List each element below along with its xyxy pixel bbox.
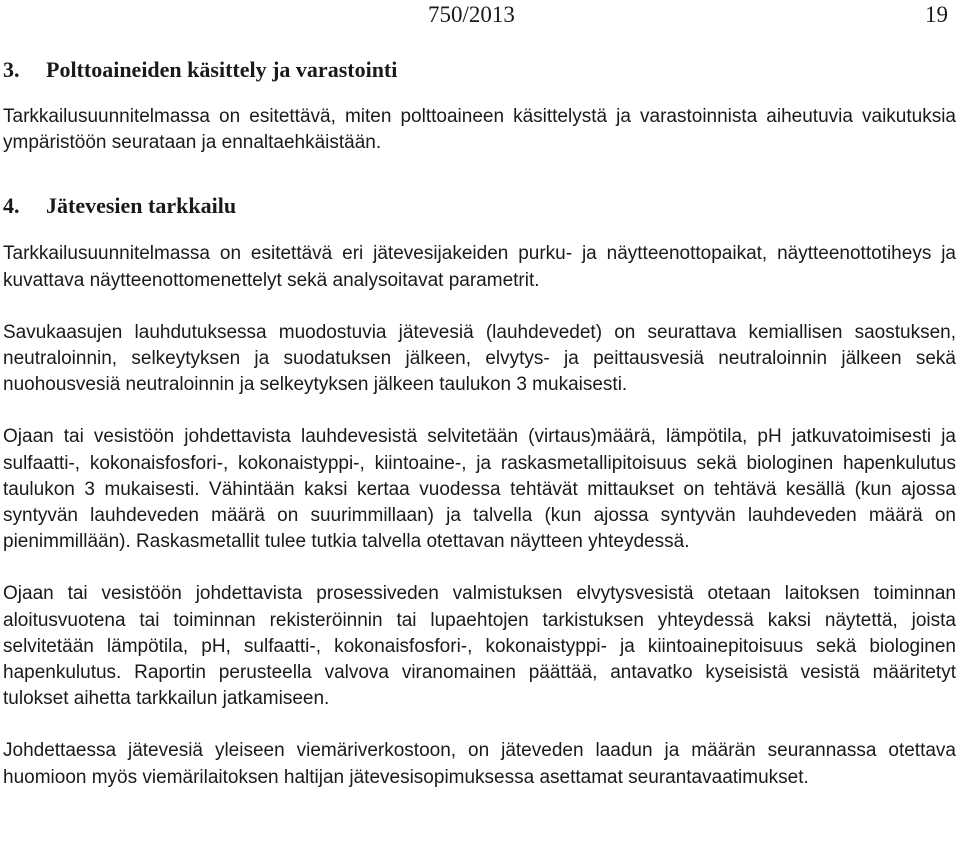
section-3-heading [3,57,956,83]
section-4-paragraph-5: Johdettaessa jätevesiä yleiseen viemäriverkostoon, on jäteveden laadun ja määrän seurannassa otettava huomioon myös viemärilaitoksen haltijan jätevesisopimuksessa asettamat seurantavaatimukset. [3,740,956,788]
page-body [3,57,956,791]
section-4-paragraph-3: Ojaan tai vesistöön johdettavista lauhdevesistä selvitetään (virtaus)määrä, lämpötila, pH jatkuvatoimisesti ja sulfaatti-, kokonaisfosfori-, kokonaistyppi-, kiintoaine-, ja raskasmetallipitoisuus sekä biologinen hapenkulutus taulukon 3 mukaisesti. Vähintään kaksi kertaa vuodessa tehtävät mittaukset on tehtävä kesällä (kun ajossa syntyvän lauhdeveden määrä on suurimmillaan) ja talvella (kun ajossa syntyvän lauhdeveden määrä on pienimmillään). Raskasmetallit tulee tutkia talvella otettavan näytteen yhteydessä. [3,426,956,553]
section-3-title: Polttoaineiden käsittely ja varastointi [46,57,398,82]
section-4-number: 4. [3,193,20,219]
section-4-paragraph-2: Savukaasujen lauhdutuksessa muodostuvia jätevesiä (lauhdevedet) on seurattava kemiallisen saostuksen, neutraloinnin, selkeytyksen ja suodatuksen jälkeen, elvytys- ja peittausvesiä neutraloinnin jälkeen sekä nuohousvesiä neutraloinnin ja selkeytyksen jälkeen taulukon 3 mukaisesti. [3,321,956,396]
section-4-title: Jätevesien tarkkailu [46,193,237,219]
page-number: 19 [925,2,948,27]
section-3-paragraph-1: Tarkkailusuunnitelmassa on esitettävä, miten polttoaineen käsittelystä ja varastoinnista aiheutuvia vaikutuksia ympäristöön seurataan ja ennaltaehkäistään. [3,106,956,154]
section-3-number: 3. [3,57,20,82]
section-4-heading [3,193,956,219]
document-number: 750/2013 [428,2,515,27]
section-4-paragraph-1: Tarkkailusuunnitelmassa on esitettävä eri jätevesijakeiden purku- ja näytteenottopaikat, näytteenottotiheys ja kuvattava näytteenottomenettelyt sekä analysoitavat parametrit. [3,243,956,291]
section-4-paragraph-4: Ojaan tai vesistöön johdettavista prosessiveden valmistuksen elvytysvesistä otetaan laitoksen toiminnan aloitusvuotena tai toiminnan rekisteröinnin tai lupaehtojen tarkistuksen yhteydessä kaksi näytettä, joista selvitetään lämpötila, pH, sulfaatti-, kokonaisfosfori-, kokonaistyppi- ja kiintoainepitoisuus sekä biologinen hapenkulutus. Raportin perusteella valvova viranomainen päättää, antavatko kyseisistä vesistä määritetyt tulokset aihetta tarkkailun jatkamiseen. [3,583,956,710]
page-header [0,0,960,30]
